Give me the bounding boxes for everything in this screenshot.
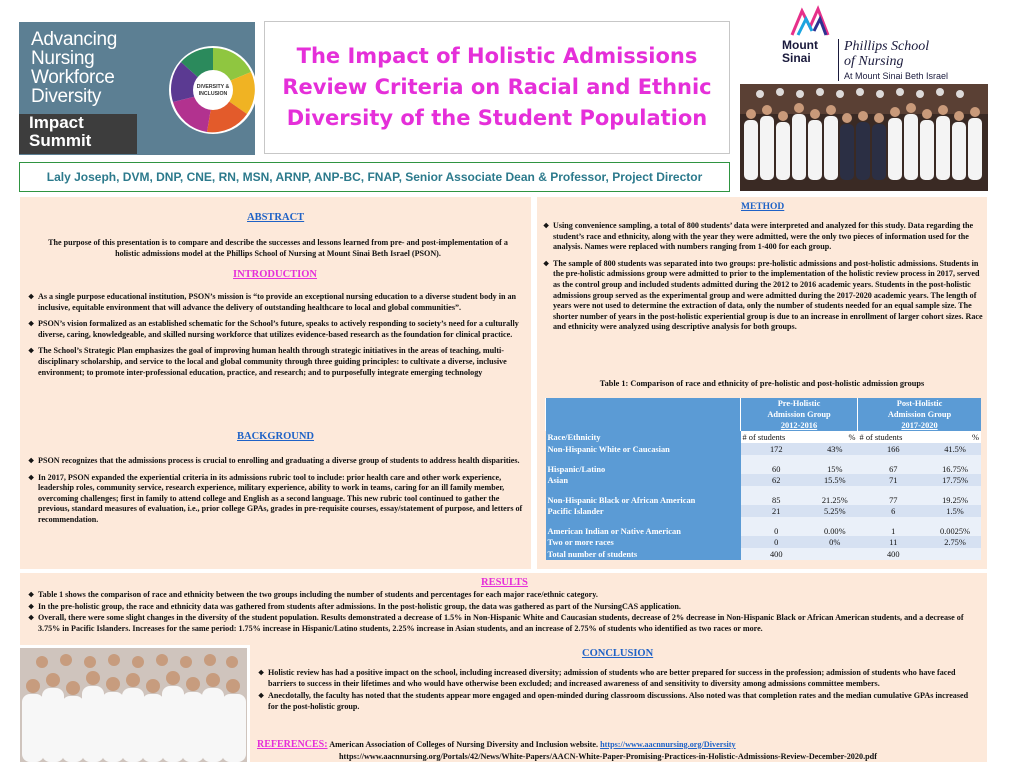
group-years: 2017-2020 [901, 421, 938, 430]
introduction-bullet: ❖ The School’s Strategic Plan emphasizes the goal of improving human health through strategic initiatives in the areas of teaching, multi-disciplinary scholarship, and service to the local and global community through three guiding principles: to cultivate a diverse, inclusive environment; to promote inter-professional education, practice, and research; and to purposefully integrate emerging technology [28, 346, 524, 378]
method-bullet: ❖ The sample of 800 students was separated into two groups: pre-holistic admissions and post-holistic admissions. Students in the pre-holistic admissions group were admitted to prior to the implementation of the holistic review process in 2017, served as the control group and included students admitted during the 2012 to 2016 academic years. Students in the post-holistic admissions group served as the experimental group and were admitted during the 2017-2020 academic years. The length of years were not used to determine the extraction of data, only the number of students needed for an equal sample size. The shorter number of years in the post-holistic experiential group is due to an increase in enrollment of larger cohort sizes. Race and ethnicity were analyzed using descriptive analysis for both groups. [543, 259, 983, 333]
table-row [546, 517, 982, 536]
cell: 16.75% [929, 455, 981, 474]
conclusion-bullet: ❖ Holistic review has had a positive impact on the school, including increased diversity; admission of students who are better prepared for success in the profession; admission of students who have faced barriers to success in their lifetimes and who would have otherwise been excluded; and increased awareness of and sensitivity to diversity among admissions committee members. [258, 668, 980, 689]
logo-divider [838, 39, 839, 81]
cell: 85 [741, 486, 812, 505]
method-list [543, 221, 983, 339]
poster-title: The Impact of Holistic Admissions Review Criteria on Racial and Ethnic Diversity of the Student Population [282, 44, 712, 130]
row-label: Asian [546, 474, 741, 486]
cell: 0% [812, 536, 858, 548]
group-title: Post-Holistic [896, 399, 943, 408]
post-holistic-header [858, 398, 981, 431]
table-row [546, 536, 982, 548]
cell: 5.25% [812, 505, 858, 517]
results-bullet: ❖ Overall, there were some slight changes in the diversity of the student population. Results demonstrated a decrease of 1.5% in Non-Hispanic White and Caucasian students, decrease of 2% decrease in Non-Hispanic Black or African American students, and a decrease of 3.75% in Pacific Islanders. Increases for the same period: 1.75% increase in Hispanic/Latino students, 2.25% increase in Asian students, and an increase of 2.75% of students who identified as two races or more. [28, 613, 983, 634]
cell: 67 [858, 455, 929, 474]
results-bullet: ❖ Table 1 shows the comparison of race and ethnicity between the two groups including the number of students and percentages for each major race/ethnic category. [28, 590, 983, 601]
cell: 6 [858, 505, 929, 517]
introduction-heading: INTRODUCTION [233, 269, 318, 280]
summit-line: Workforce [31, 67, 115, 88]
poster-title-box [264, 21, 730, 154]
method-bullet: ❖ Using convenience sampling, a total of 800 students’ data were interpreted and analyzed for this study. Data regarding the student’s race and ethnicity, along with the year they were admitted, were the only two pieces of information used for the analysis. Names were replaced with numbers ranging from 1-400 for each group. [543, 221, 983, 253]
reference-url: https://www.aacnnursing.org/Portals/42/News/White-Papers/AACN-White-Paper-Promising-Practices-in-Holistic-Admissions-Review-December-2020.pdf [339, 752, 877, 761]
cell: 77 [858, 486, 929, 505]
cell: 41.5% [929, 443, 981, 455]
author-bar [19, 162, 730, 192]
summit-label: Summit [29, 131, 92, 150]
row-label: Non-Hispanic White or Caucasian [546, 443, 741, 455]
pre-holistic-header [741, 398, 858, 431]
cell: 0.0025% [929, 517, 981, 536]
group-photo-students [20, 648, 247, 762]
cell: 21.25% [812, 486, 858, 505]
group-title: Pre-Holistic [777, 399, 821, 408]
cell: 0 [741, 517, 812, 536]
group-years: 2012-2016 [780, 421, 818, 430]
cell: 62 [741, 474, 812, 486]
cell: 1.5% [929, 505, 981, 517]
table-caption: Table 1: Comparison of race and ethnicity of pre-holistic and post-holistic admission groups [599, 379, 925, 388]
cell: 400 [858, 548, 929, 560]
column-header: # of students [741, 431, 812, 443]
mount-sinai-wordmark [782, 39, 818, 65]
cell: 15.5% [812, 474, 858, 486]
cell: 1 [858, 517, 929, 536]
cell: 172 [741, 443, 812, 455]
conclusion-list [258, 668, 980, 714]
results-list [28, 590, 983, 635]
logo-subtitle: At Mount Sinai Beth Israel [844, 71, 949, 81]
summit-line: Diversity [31, 86, 102, 107]
cell: 15% [812, 455, 858, 474]
cell: 19.25% [929, 486, 981, 505]
cell: 11 [858, 536, 929, 548]
table-row [546, 505, 982, 517]
row-label: Total number of students [546, 548, 741, 560]
cell: 43% [812, 443, 858, 455]
method-heading: METHOD [741, 202, 785, 212]
table-group-header [546, 398, 982, 431]
background-heading: BACKGROUND [237, 431, 315, 442]
column-header: # of students [858, 431, 929, 443]
introduction-bullet: ❖ As a single purpose educational institution, PSON’s mission is “to provide an exceptional nursing education to a diverse student body in an inclusive, equitable environment that will advance the delivery of outstanding healthcare to local and global communities”. [28, 292, 524, 313]
conclusion-heading: CONCLUSION [582, 648, 654, 659]
table-corner-cell [546, 398, 741, 431]
logo-mount: Mount [782, 38, 818, 52]
cell [812, 548, 858, 560]
abstract-text: The purpose of this presentation is to compare and describe the successes and lessons learned from pre- and post-implementation of a holistic admissions model at the Phillips School of Nursing at Mount Sinai Beth Israel (PSON). [48, 238, 508, 258]
phillips-school-wordmark [844, 39, 929, 69]
table-subheader [546, 431, 982, 443]
references-label: REFERENCES: [257, 739, 328, 750]
cell: 17.75% [929, 474, 981, 486]
wheel-label: INCLUSION [198, 91, 228, 97]
row-label: Non-Hispanic Black or African American [546, 486, 741, 505]
mount-sinai-logo [780, 5, 980, 83]
logo-sinai: Sinai [782, 51, 811, 65]
column-header: Race/Ethnicity [546, 431, 741, 443]
background-bullet: ❖ PSON recognizes that the admissions process is crucial to enrolling and graduating a diverse group of students to address health disparities. [28, 456, 524, 467]
wheel-label: DIVERSITY & [196, 84, 230, 90]
cell: 21 [741, 505, 812, 517]
reference-link[interactable]: https://www.aacnnursing.org/Diversity [600, 740, 736, 749]
table-total-row [546, 548, 982, 560]
cell: 166 [858, 443, 929, 455]
cell: 2.75% [929, 536, 981, 548]
race-ethnicity-table [545, 398, 981, 560]
background-list [28, 456, 524, 532]
column-header: % [929, 431, 981, 443]
impact-summit-logo [19, 22, 255, 155]
cell: 0.00% [812, 517, 858, 536]
summit-line: Advancing [31, 29, 118, 50]
cell: 0 [741, 536, 812, 548]
reference-text: American Association of Colleges of Nursing Diversity and Inclusion website. [329, 740, 599, 749]
cell [929, 548, 981, 560]
table-row [546, 474, 982, 486]
reference-line-1 [257, 739, 987, 751]
row-label: Two or more races [546, 536, 741, 548]
introduction-bullet: ❖ PSON’s vision formalized as an established schematic for the School’s future, speaks to actively responding to society’s need for a culturally diverse, caring, knowledgeable, and skilled nursing workforce that utilizes evidence-based research as the foundation for clinical practice. [28, 319, 524, 340]
mount-sinai-peaks-icon [790, 5, 830, 37]
table-row [546, 455, 982, 474]
diversity-wheel-icon [167, 44, 255, 136]
impact-summit-badge [19, 114, 137, 154]
logo-school-line: Phillips School [844, 39, 930, 54]
cell: 60 [741, 455, 812, 474]
summit-line: Nursing [31, 48, 95, 69]
impact-label: Impact [29, 113, 84, 132]
results-heading: RESULTS [481, 577, 528, 588]
references [257, 739, 987, 763]
cell: 71 [858, 474, 929, 486]
conclusion-bullet: ❖ Anecdotally, the faculty has noted that the students appear more engaged and open-minded during classroom discussions. Also noted was that completion rates and the median cumulative GPAs increased for the post-holistic group. [258, 691, 980, 712]
cell: 400 [741, 548, 812, 560]
row-label: Hispanic/Latino [546, 455, 741, 474]
row-label: Pacific Islander [546, 505, 741, 517]
group-subtitle: Admission Group [767, 410, 831, 419]
table-row [546, 486, 982, 505]
logo-school-line: of Nursing [844, 54, 904, 69]
background-bullet: ❖ In 2017, PSON expanded the experiential criteria in its admissions rubric tool to include: prior health care and other work experience, leadership roles, community service, research experience, military experience, ability to work in teams, caring for an ill family member, overcoming challenges; first in family to attend college and English as a second language. This new rubric tool continued to gather the previous, standard measures of evaluation, i.e., prior college GPAs, grades in pre-requisite courses, essay/statement of purpose, and letters of recommendation. [28, 473, 524, 526]
introduction-list [28, 292, 524, 384]
row-label: American Indian or Native American [546, 517, 741, 536]
group-subtitle: Admission Group [887, 410, 952, 419]
table-row [546, 443, 982, 455]
column-header: % [812, 431, 858, 443]
author-credits: Laly Joseph, DVM, DNP, CNE, RN, MSN, ARNP, ANP-BC, FNAP, Senior Associate Dean & Professor, Project Director [46, 170, 703, 184]
group-photo-graduates [740, 84, 988, 191]
abstract-heading: ABSTRACT [247, 212, 305, 223]
results-bullet: ❖ In the pre-holistic group, the race and ethnicity data was gathered from students after admissions. In the post-holistic group, the data was gathered as part of the NursingCAS application. [28, 602, 983, 613]
summit-title [31, 30, 117, 106]
